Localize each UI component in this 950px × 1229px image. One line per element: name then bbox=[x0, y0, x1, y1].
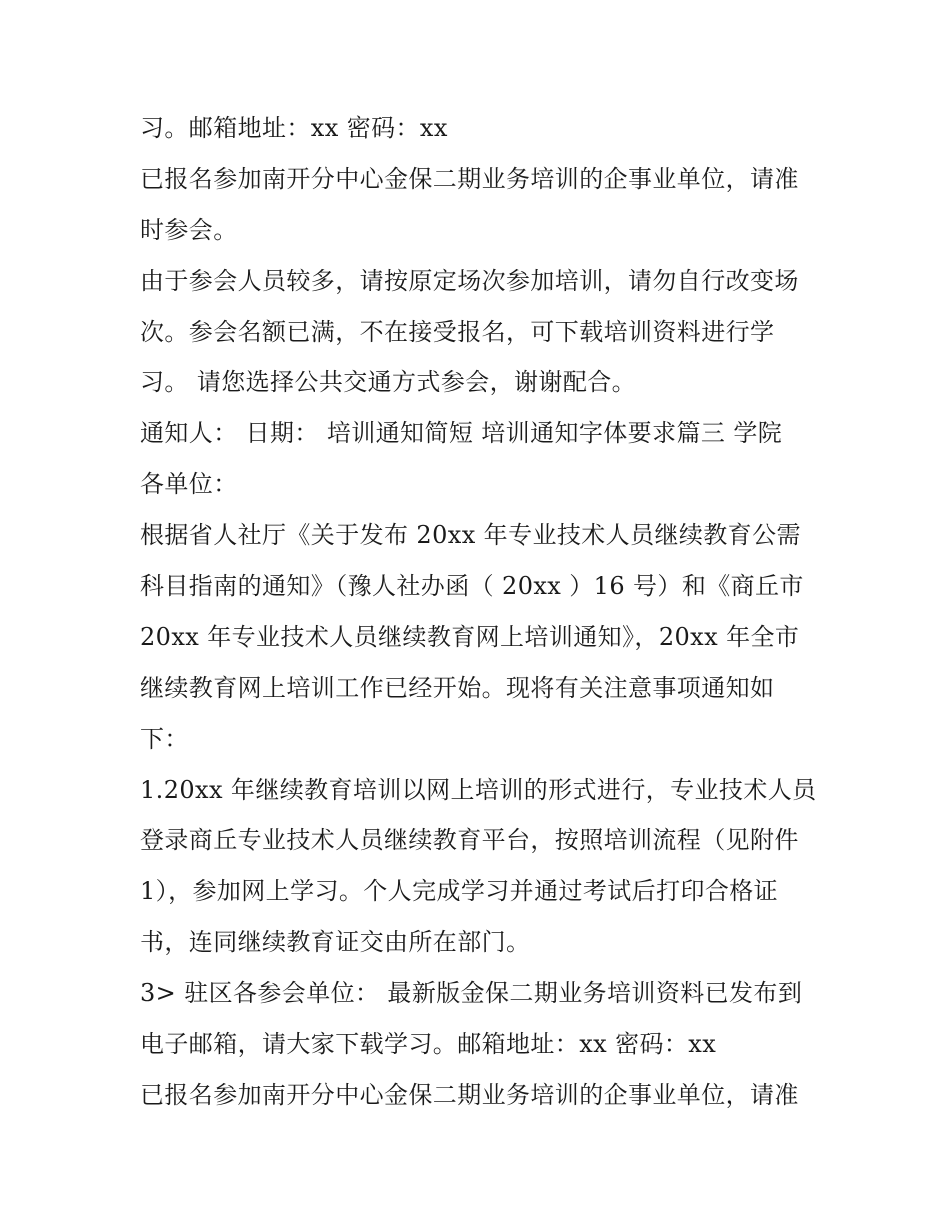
text-line: 根据省人社厅《关于发布 20xx 年专业技术人员继续教育公需 bbox=[140, 521, 801, 550]
text-line: 登录商丘专业技术人员继续教育平台，按照培训流程（见附件 bbox=[140, 826, 799, 855]
text-line: 3> 驻区各参会单位： 最新版金保二期业务培训资料已发布到 bbox=[140, 979, 803, 1008]
text-line: 电子邮箱，请大家下载学习。邮箱地址：xx 密码：xx bbox=[140, 1030, 717, 1059]
text-line: 时参会。 bbox=[140, 215, 238, 244]
text-line: 已报名参加南开分中心金保二期业务培训的企事业单位，请准 bbox=[140, 164, 799, 193]
text-line: 1.20xx 年继续教育培训以网上培训的形式进行，专业技术人员 bbox=[140, 775, 817, 804]
text-line: 继续教育网上培训工作已经开始。现将有关注意事项通知如 bbox=[140, 673, 775, 702]
text-line: 1），参加网上学习。个人完成学习并通过考试后打印合格证 bbox=[140, 877, 779, 906]
text-line: 下： bbox=[140, 724, 189, 753]
text-line: 习。邮箱地址：xx 密码：xx bbox=[140, 114, 448, 142]
text-line: 通知人： 日期： 培训通知简短 培训通知字体要求篇三 学院 bbox=[140, 419, 783, 448]
text-line: 习。 请您选择公共交通方式参会，谢谢配合。 bbox=[140, 368, 637, 397]
text-line: 由于参会人员较多，请按原定场次参加培训，请勿自行改变场 bbox=[140, 266, 799, 295]
text-line: 书，连同继续教育证交由所在部门。 bbox=[140, 928, 531, 957]
text-line: 各单位： bbox=[140, 470, 238, 499]
text-line: 次。参会名额已满，不在接受报名，可下载培训资料进行学 bbox=[140, 317, 775, 346]
text-line: 已报名参加南开分中心金保二期业务培训的企事业单位，请准 bbox=[140, 1080, 799, 1109]
text-line: 科目指南的通知》（豫人社办函（ 20xx ）16 号）和《商丘市 bbox=[140, 572, 804, 601]
text-line: 20xx 年专业技术人员继续教育网上培训通知》，20xx 年全市 bbox=[140, 622, 800, 651]
